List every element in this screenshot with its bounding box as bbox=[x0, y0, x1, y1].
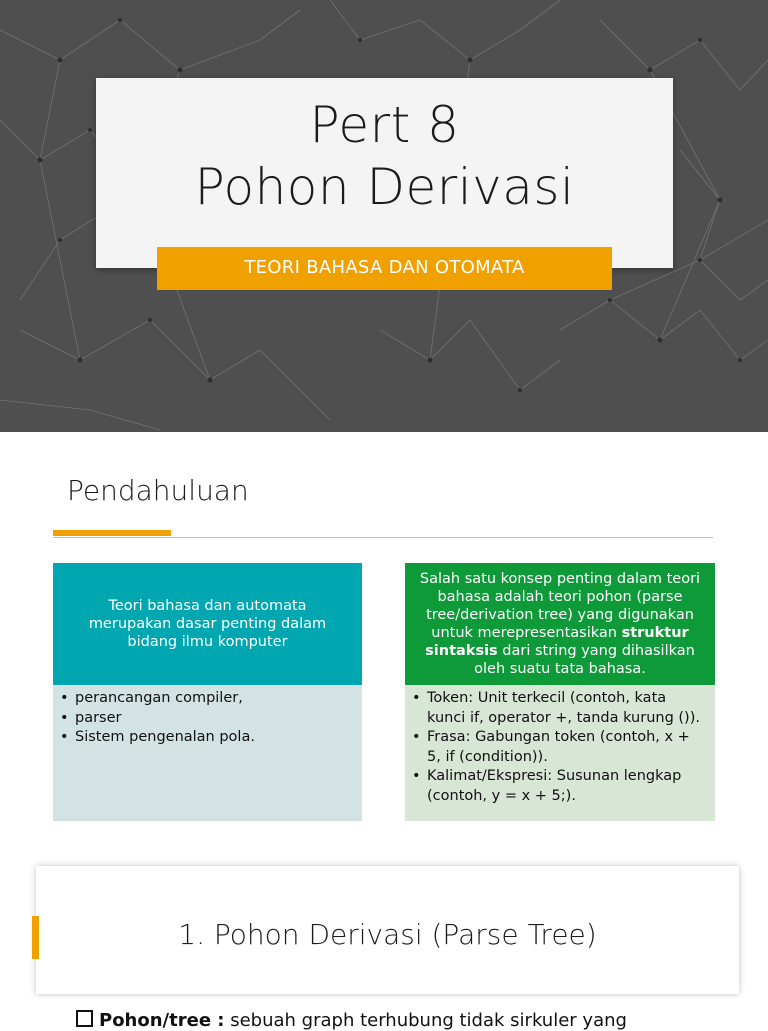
title-slide bbox=[0, 0, 768, 432]
slide-title-line2: Pohon Derivasi bbox=[194, 158, 575, 216]
list-item: • Token: Unit terkecil (contoh, kata kunci if, operator +, tanda kurung ()). bbox=[425, 689, 707, 728]
intro-slide bbox=[0, 432, 768, 866]
peek-bold-term: Pohon/tree : bbox=[99, 1010, 225, 1031]
right-box-header-text bbox=[405, 570, 715, 678]
list-item: • Frasa: Gabungan token (contoh, x + 5, if (condition)). bbox=[425, 728, 707, 767]
peek-text: sebuah graph terhubung tidak sirkuler yang bbox=[224, 1010, 627, 1031]
left-box-list bbox=[53, 685, 362, 748]
list-item: • parser bbox=[73, 709, 354, 729]
checkbox-bullet-icon bbox=[76, 1010, 93, 1027]
title-card bbox=[96, 78, 673, 268]
intro-heading: Pendahuluan bbox=[67, 474, 249, 507]
heading-accent-bar bbox=[53, 530, 171, 536]
right-box-header bbox=[405, 563, 715, 685]
subtitle-banner bbox=[157, 247, 612, 290]
slide-title-line1: Pert 8 bbox=[309, 96, 460, 154]
heading-divider bbox=[53, 537, 713, 538]
left-box-header-text: Teori bahasa dan automata merupakan dasar penting dalam bidang ilmu komputer bbox=[88, 598, 327, 650]
right-box-list bbox=[405, 685, 715, 806]
left-box-body bbox=[53, 685, 362, 821]
right-header-text-b: dari string yang dihasilkan oleh suatu tata bahasa. bbox=[474, 643, 695, 677]
right-header-bold: struktur sintaksis bbox=[425, 625, 689, 659]
list-item: • perancangan compiler, bbox=[73, 689, 354, 709]
right-box-body bbox=[405, 685, 715, 821]
next-slide-peek bbox=[76, 1010, 768, 1031]
right-header-text-a: Salah satu konsep penting dalam teori bahasa adalah teori pohon (parse tree/derivation tree) yang digunakan untuk merepresentasikan bbox=[419, 571, 701, 641]
left-box-header bbox=[53, 563, 362, 685]
list-item: • Sistem pengenalan pola. bbox=[73, 728, 354, 748]
subtitle-text: TEORI BAHASA DAN OTOMATA bbox=[244, 257, 525, 278]
section-title: 1. Pohon Derivasi (Parse Tree) bbox=[178, 918, 597, 951]
list-item: • Kalimat/Ekspresi: Susunan lengkap (contoh, y = x + 5;). bbox=[425, 767, 707, 806]
